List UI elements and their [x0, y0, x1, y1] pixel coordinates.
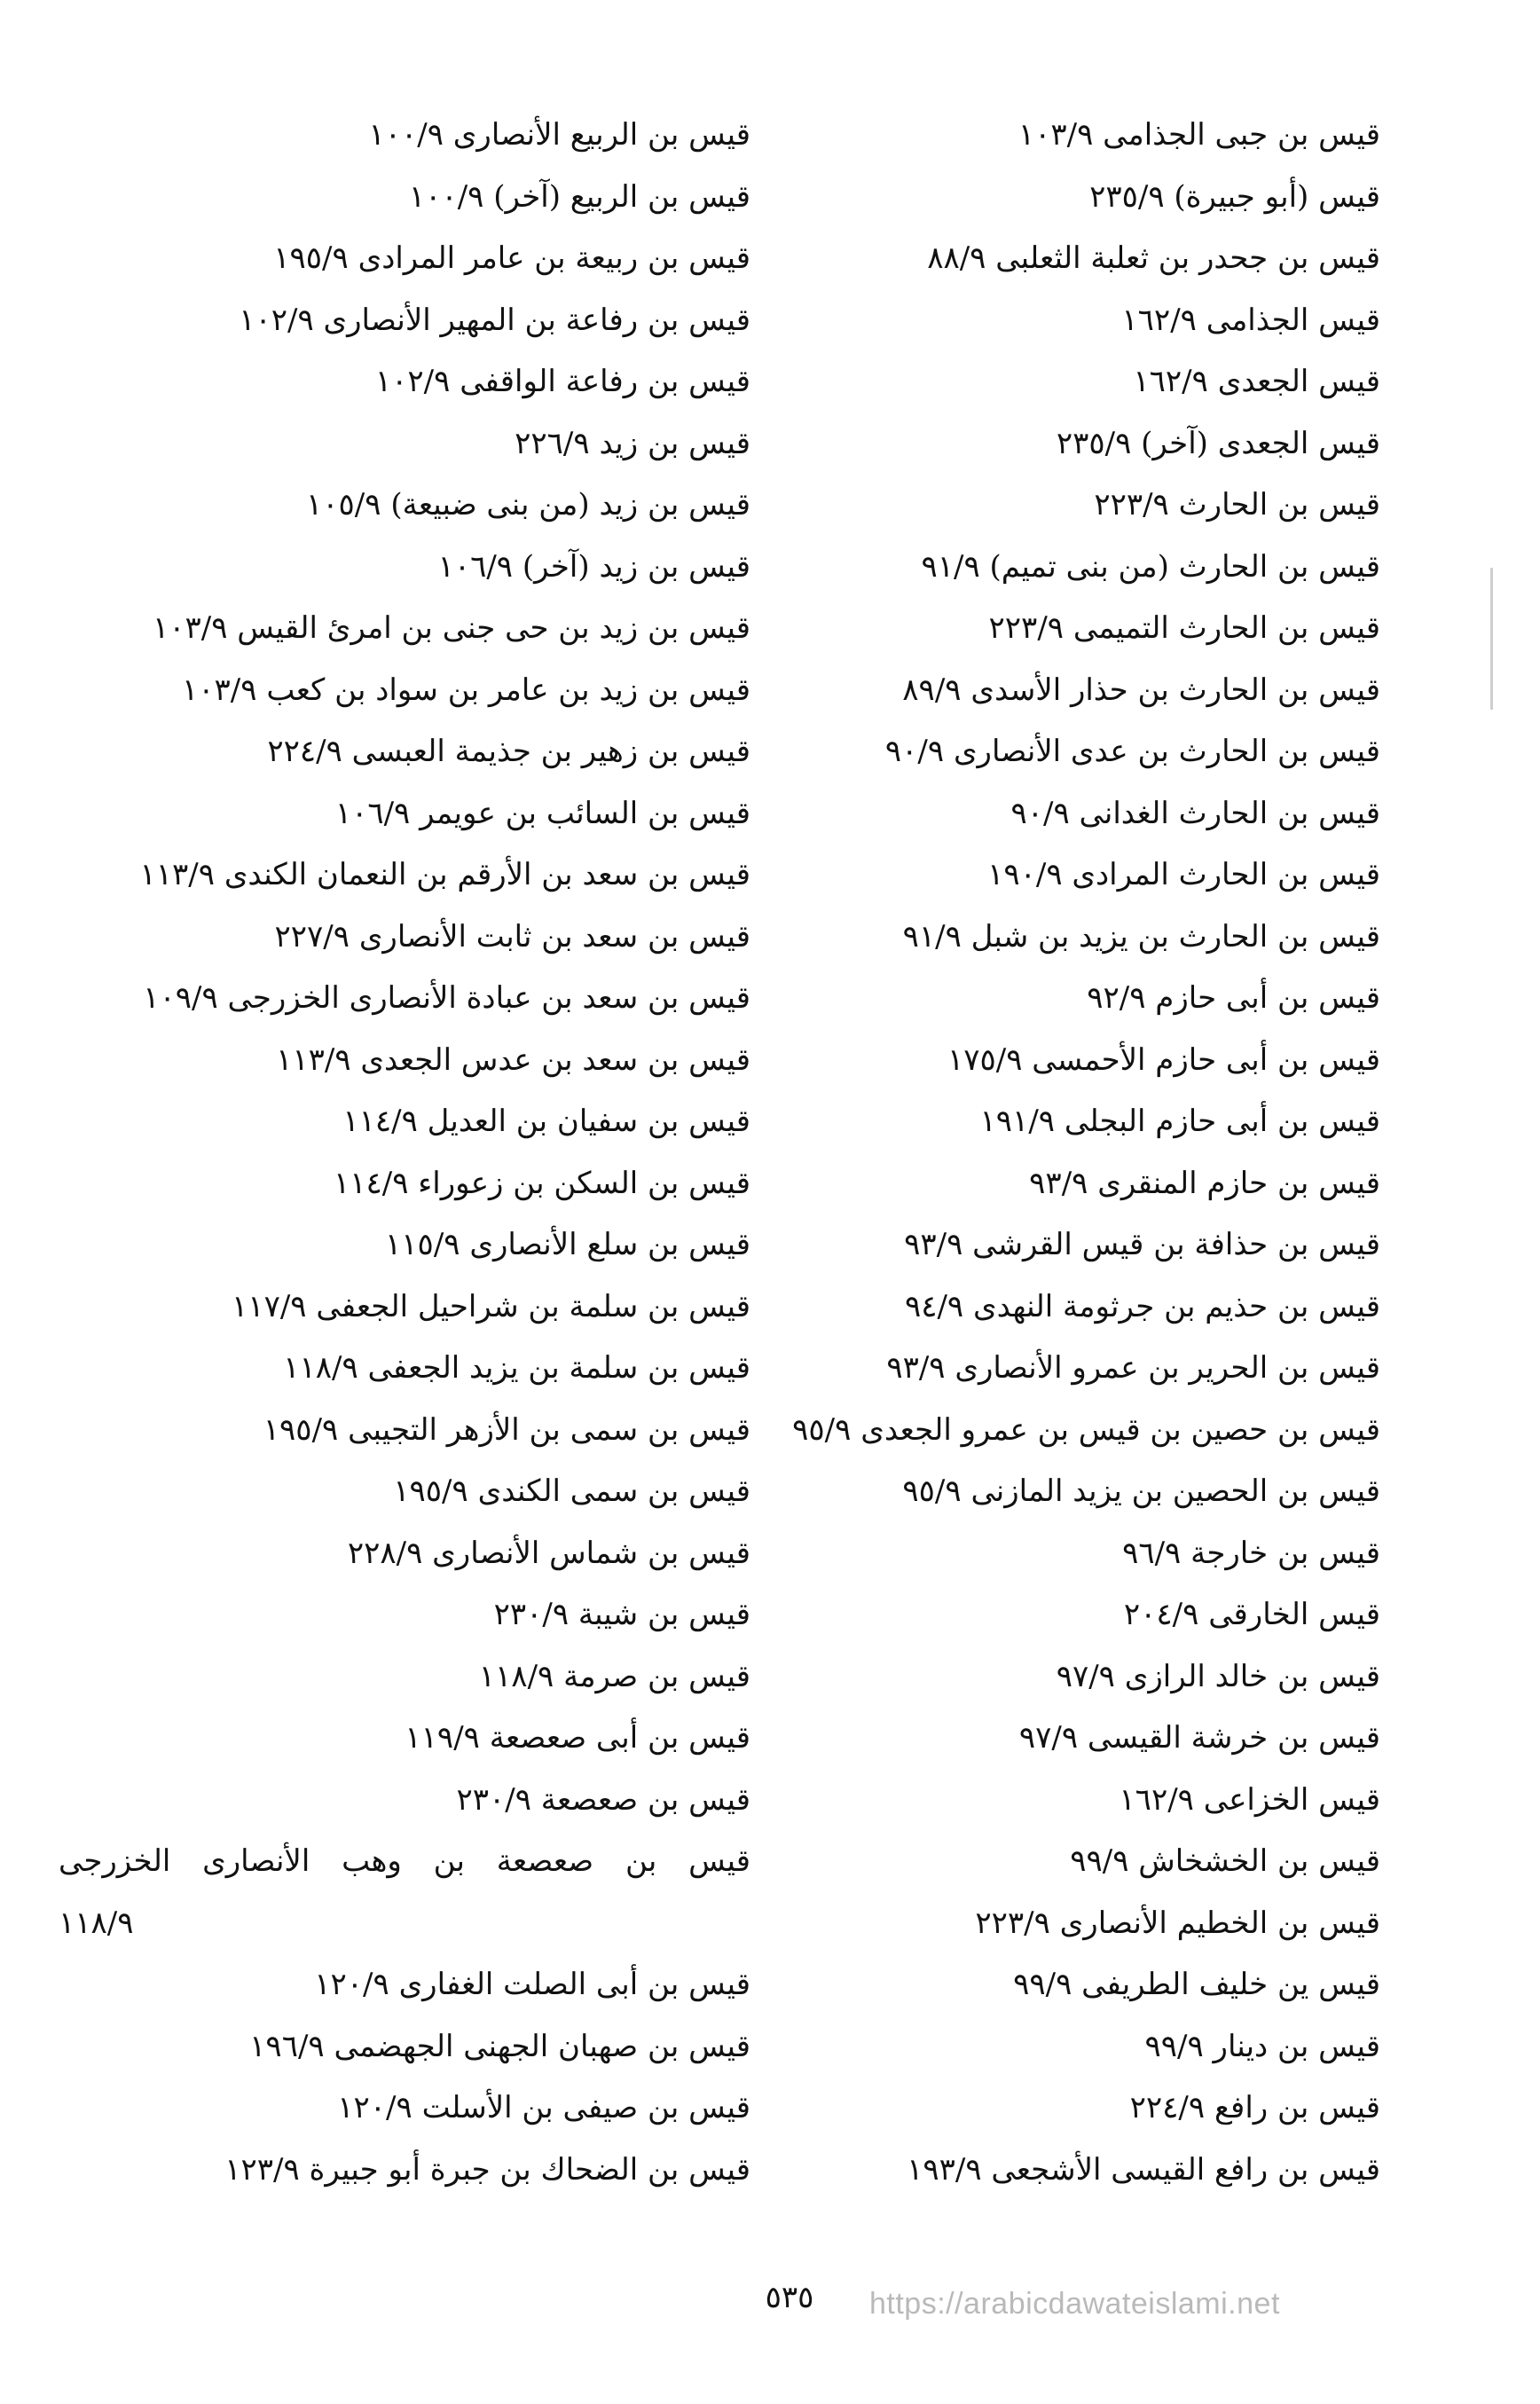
- index-entry: قيس بن جبى الجذامى ١٠٣/٩: [1018, 117, 1380, 153]
- index-entry: قيس بن خارجة ٩٦/٩: [1122, 1535, 1380, 1571]
- index-entry: قيس بن الحارث ٢٢٣/٩: [1094, 487, 1380, 522]
- index-entry: قيس بن رافع ٢٢٤/٩: [1129, 2090, 1380, 2125]
- index-entry: قيس بن أبى حازم ٩٢/٩: [1087, 980, 1380, 1016]
- index-entry: قيس بن سلمة بن يزيد الجعفى ١١٨/٩: [283, 1350, 750, 1386]
- index-entry: قيس بن الحارث المرادى ١٩٠/٩: [987, 857, 1380, 892]
- index-entry: قيس بن شماس الأنصارى ٢٢٨/٩: [347, 1535, 750, 1571]
- index-entry: قيس الجذامى ١٦٢/٩: [1121, 302, 1380, 338]
- index-entry: قيس بن الحرير بن عمرو الأنصارى ٩٣/٩: [886, 1350, 1380, 1386]
- index-entry: قيس بن خالد الرازى ٩٧/٩: [1056, 1658, 1380, 1694]
- index-entry: قيس بن سفيان بن العديل ١١٤/٩: [342, 1104, 750, 1139]
- index-entry: قيس بن الحارث بن حذار الأسدى ٨٩/٩: [902, 672, 1380, 708]
- page-number: ٥٣٥: [765, 2280, 814, 2315]
- index-entry: قيس بن صعصعة بن وهب الأنصارى الخزرجى: [59, 1843, 750, 1879]
- index-entry: قيس بن السكن بن زعوراء ١١٤/٩: [333, 1165, 750, 1201]
- index-entry: قيس ين خليف الطريفى ٩٩/٩: [1013, 1967, 1380, 2002]
- index-entry: قيس بن أبى الصلت الغفارى ١٢٠/٩: [314, 1967, 750, 2002]
- index-entry: قيس بن سلمة بن شراحيل الجعفى ١١٧/٩: [232, 1288, 750, 1324]
- right-column: [733, 105, 1380, 2201]
- index-entry: قيس بن سعد بن ثابت الأنصارى ٢٢٧/٩: [274, 918, 750, 955]
- index-entry: قيس بن زيد ٢٢٦/٩: [515, 425, 750, 461]
- index-entry: قيس بن ربيعة بن عامر المرادى ١٩٥/٩: [273, 240, 750, 276]
- left-column: [59, 105, 750, 2201]
- index-entry: قيس الجعدى ١٦٢/٩: [1133, 364, 1380, 399]
- index-entry: قيس بن رفاعة بن المهير الأنصارى ١٠٢/٩: [239, 302, 750, 338]
- index-entry: قيس بن زيد (من بنى ضبيعة) ١٠٥/٩: [306, 487, 750, 522]
- continuation-text: ١١٨/٩: [59, 1905, 134, 1941]
- index-entry: قيس بن أبى حازم الأحمسى ١٧٥/٩: [947, 1041, 1380, 1078]
- index-entry: قيس بن حصين بن قيس بن عمرو الجعدى ٩٥/٩: [792, 1411, 1380, 1448]
- index-entry: قيس بن صهبان الجهنى الجهضمى ١٩٦/٩: [249, 2028, 750, 2064]
- index-entry: قيس بن الحارث بن يزيد بن شبل ٩١/٩: [902, 918, 1380, 955]
- index-entry: قيس بن رفاعة الواقفى ١٠٢/٩: [374, 364, 750, 399]
- index-entry: قيس بن سعد بن الأرقم بن النعمان الكندى ١١٣/٩: [139, 857, 750, 892]
- index-entry: قيس بن الحارث الغدانى ٩٠/٩: [1010, 795, 1380, 831]
- index-entry: قيس بن شيبة ٢٣٠/٩: [493, 1597, 750, 1632]
- index-entry: قيس بن صعصعة ٢٣٠/٩: [456, 1781, 750, 1818]
- index-entry: قيس بن الضحاك بن جبرة أبو جبيرة ١٢٣/٩: [224, 2151, 750, 2188]
- index-entry: قيس بن سمى بن الأزهر التجيبى ١٩٥/٩: [263, 1411, 750, 1448]
- index-entry: قيس بن السائب بن عويمر ١٠٦/٩: [334, 795, 750, 831]
- index-entry: قيس بن سعد بن عبادة الأنصارى الخزرجى ١٠٩/٩: [143, 980, 750, 1016]
- index-entry: قيس بن دينار ٩٩/٩: [1144, 2028, 1380, 2064]
- index-entry: قيس بن صرمة ١١٨/٩: [478, 1658, 750, 1694]
- index-entry: قيس بن الخطيم الأنصارى ٢٢٣/٩: [975, 1905, 1380, 1941]
- index-entry: قيس بن أبى صعصعة ١١٩/٩: [405, 1720, 750, 1756]
- index-entry: قيس بن سلع الأنصارى ١١٥/٩: [385, 1227, 750, 1262]
- index-entry: قيس بن حازم المنقرى ٩٣/٩: [1029, 1165, 1380, 1201]
- index-entry: قيس بن الربيع (آخر) ١٠٠/٩: [408, 178, 750, 215]
- index-entry: قيس بن زيد (آخر) ١٠٦/٩: [437, 548, 750, 585]
- index-entry: قيس بن زهير بن جذيمة العبسى ٢٢٤/٩: [267, 734, 750, 769]
- index-entry: قيس بن الربيع الأنصارى ١٠٠/٩: [368, 117, 750, 153]
- index-entry: قيس بن الحارث بن عدى الأنصارى ٩٠/٩: [884, 734, 1380, 769]
- index-entry: قيس بن حذيم بن جرثومة النهدى ٩٤/٩: [904, 1288, 1380, 1324]
- index-entry: قيس الجعدى (آخر) ٢٣٥/٩: [1056, 425, 1380, 461]
- index-entry-continuation: [59, 1893, 750, 1955]
- index-entry: قيس بن حذافة بن قيس القرشى ٩٣/٩: [904, 1227, 1380, 1262]
- scan-edge-mark: [1490, 568, 1493, 710]
- index-entry: قيس بن زيد بن حى جنى بن امرئ القيس ١٠٣/٩: [152, 610, 750, 646]
- index-entry: قيس بن الحارث التميمى ٢٢٣/٩: [988, 610, 1380, 646]
- watermark-url: https://arabicdawateislami.net: [869, 2287, 1280, 2321]
- index-entry: قيس الخزاعى ١٦٢/٩: [1119, 1781, 1380, 1818]
- index-entry: قيس بن خرشة القيسى ٩٧/٩: [1018, 1720, 1380, 1756]
- index-entry: قيس بن رافع القيسى الأشجعى ١٩٣/٩: [907, 2151, 1380, 2188]
- index-entry: قيس بن الحارث (من بنى تميم) ٩١/٩: [921, 548, 1380, 585]
- index-entry: قيس الخارقى ٢٠٤/٩: [1123, 1597, 1380, 1632]
- index-entry: قيس بن سمى الكندى ١٩٥/٩: [393, 1473, 750, 1509]
- index-entry: قيس بن صيفى بن الأسلت ١٢٠/٩: [337, 2090, 750, 2125]
- index-entry: قيس بن الحصين بن يزيد المازنى ٩٥/٩: [902, 1473, 1380, 1509]
- index-entry: قيس بن سعد بن عدس الجعدى ١١٣/٩: [276, 1041, 750, 1078]
- index-entry: قيس بن جحدر بن ثعلبة الثعلبى ٨٨/٩: [927, 240, 1380, 276]
- index-entry: قيس بن الخشخاش ٩٩/٩: [1070, 1843, 1380, 1879]
- index-entry: قيس بن أبى حازم البجلى ١٩١/٩: [979, 1104, 1380, 1139]
- index-entry: قيس (أبو جبيرة) ٢٣٥/٩: [1089, 178, 1380, 215]
- index-entry: قيس بن زيد بن عامر بن سواد بن كعب ١٠٣/٩: [182, 672, 750, 708]
